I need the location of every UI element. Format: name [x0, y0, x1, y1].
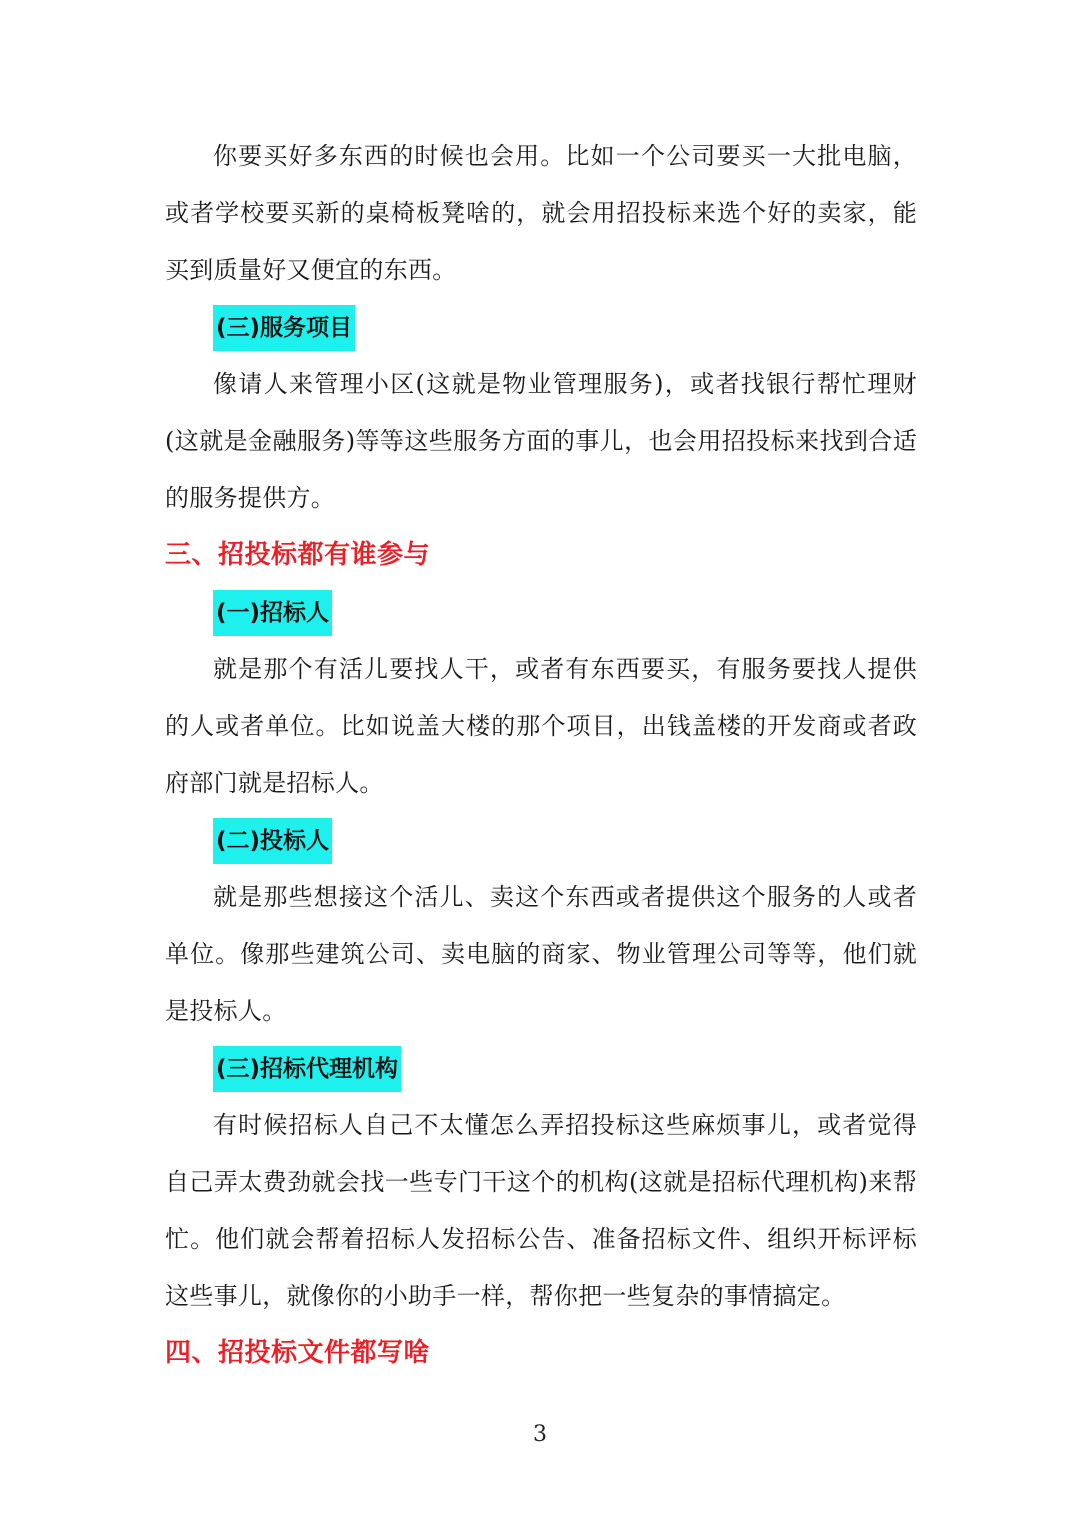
page-number: 3: [533, 1422, 547, 1447]
section-heading-participants: 三、招投标都有谁参与: [165, 540, 431, 570]
highlighted-label: (二)投标人: [213, 818, 332, 864]
highlighted-label: (三)服务项目: [213, 305, 355, 351]
subheading-bidder: [165, 812, 917, 869]
paragraph-agency: 有时候招标人自己不太懂怎么弄招投标这些麻烦事儿，或者觉得自己弄太费劲就会找一些专门干这个的机构(这就是招标代理机构)来帮忙。他们就会帮着招标人发招标公告、准备招标文件、组织开标评标这些事儿，就像你的小助手一样，帮你把一些复杂的事情搞定。: [165, 1111, 917, 1310]
document-body: [165, 128, 917, 1382]
highlighted-label: (三)招标代理机构: [213, 1046, 401, 1092]
section-heading-documents: 四、招投标文件都写啥: [165, 1338, 431, 1368]
subheading-tenderer: [165, 584, 917, 641]
subheading-service-projects: [165, 299, 917, 356]
highlighted-label: (一)招标人: [213, 590, 332, 636]
paragraph-tenderer: 就是那个有活儿要找人干，或者有东西要买，有服务要找人提供的人或者单位。比如说盖大楼的那个项目，出钱盖楼的开发商或者政府部门就是招标人。: [165, 655, 917, 797]
paragraph-goods-purchase: 你要买好多东西的时候也会用。比如一个公司要买一大批电脑，或者学校要买新的桌椅板凳啥的，就会用招投标来选个好的卖家，能买到质量好又便宜的东西。: [165, 142, 917, 284]
paragraph-bidder: 就是那些想接这个活儿、卖这个东西或者提供这个服务的人或者单位。像那些建筑公司、卖电脑的商家、物业管理公司等等，他们就是投标人。: [165, 883, 917, 1025]
subheading-agency: [165, 1040, 917, 1097]
paragraph-service-projects: 像请人来管理小区(这就是物业管理服务)，或者找银行帮忙理财(这就是金融服务)等等这些服务方面的事儿，也会用招投标来找到合适的服务提供方。: [165, 370, 917, 512]
